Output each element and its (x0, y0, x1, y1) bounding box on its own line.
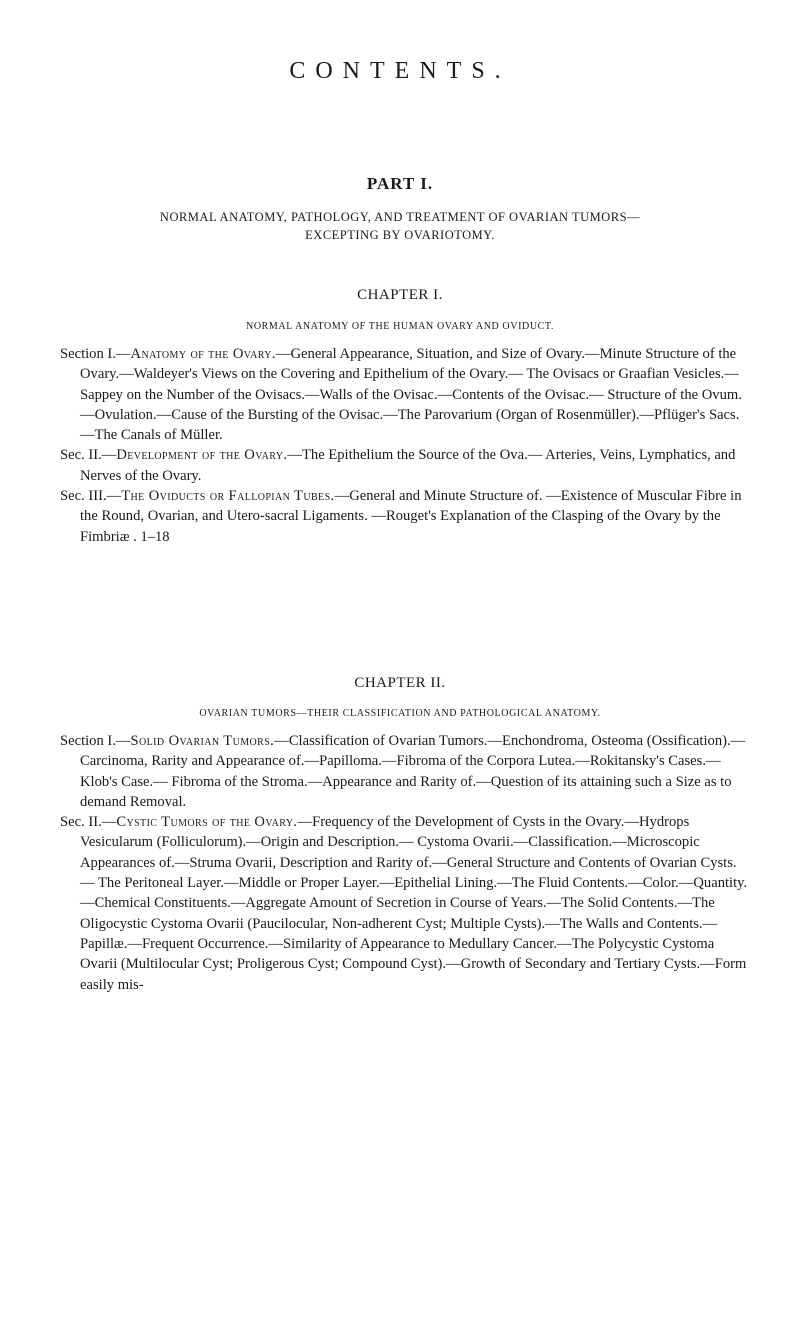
section-heading: The Oviducts or Fallopian Tubes. (121, 488, 335, 505)
section-heading: Cystic Tumors of the Ovary. (116, 814, 298, 831)
chapter-1-sections (60, 344, 750, 547)
section-label: Sec. III.— (60, 488, 122, 505)
contents-entry (60, 812, 750, 995)
contents-entry (60, 486, 750, 547)
chapter-1-subtitle: NORMAL ANATOMY OF THE HUMAN OVARY AND OVIDUCT. (246, 321, 554, 332)
contents-entry (60, 344, 750, 445)
section-text: —The Epithelium the Source of the Ova.— Arteries, Veins, Lymphatics, and Nerves of the Ovary. (80, 447, 736, 484)
section-heading: Anatomy of the Ovary. (130, 346, 276, 362)
section-label: Section I.— (60, 733, 131, 749)
section-heading: Solid Ovarian Tumors. (130, 733, 275, 749)
section-text: —Frequency of the Development of Cysts in the Ovary.—Hydrops Vesicularum (Folliculorum).—Origin and Description.— Cystoma Ovarii.—Classification.—Microscopic Appearances of.—Struma Ovarii, Description and Rarity of.—General Structure and Contents of Ovarian Cysts.— The Peritoneal Layer.—Middle or Proper Layer.—Epithelial Lining.—The Fluid Contents.—Color.—Quantity.—Chemical Constituents.—Aggregate Amount of Secretion in Course of Years.—The Solid Contents.—The Oligocystic Cystoma Ovarii (Paucilocular, Non-adherent Cyst; Multiple Cysts).—The Walls and Contents.—Papillæ.—Frequent Occurrence.—Similarity of Appearance to Medullary Cancer.—The Polycystic Cystoma Ovarii (Multilocular Cyst; Proligerous Cyst; Compound Cyst).—Growth of Secondary and Tertiary Cysts.—Form easily mis- (80, 814, 748, 993)
contents-title: CONTENTS. (289, 58, 511, 84)
chapter-2-title: CHAPTER II. (354, 675, 446, 691)
part-subtitle (60, 208, 740, 244)
section-heading: Development of the Ovary. (116, 447, 288, 464)
section-text: —General and Minute Structure of. —Existence of Muscular Fibre in the Round, Ovarian, and Utero-sacral Ligaments. —Rouget's Explanation of the Clasping of the Ovary by the Fimbriæ (80, 488, 742, 545)
section-label: Sec. II.— (60, 814, 117, 831)
section-label: Section I.— (60, 346, 131, 362)
part-subtitle-line-1: NORMAL ANATOMY, PATHOLOGY, AND TREATMENT OF OVARIAN TUMORS— (159, 210, 641, 224)
chapter-1-title: CHAPTER I. (357, 287, 443, 303)
page-range: . 1–18 (129, 528, 170, 545)
chapter-2-subtitle: OVARIAN TUMORS—THEIR CLASSIFICATION AND PATHOLOGICAL ANATOMY. (199, 708, 601, 719)
part-title: PART I. (366, 174, 434, 193)
section-text: —Classification of Ovarian Tumors.—Enchondroma, Osteoma (Ossification).—Carcinoma, Rarity and Appearance of.—Papilloma.—Fibroma of the Corpora Lutea.—Rokitansky's Cases.—Klob's Case.— Fibroma of the Stroma.—Appearance and Rarity of.—Question of its attaining such a Size as to demand Removal. (80, 733, 746, 810)
contents-entry (60, 731, 750, 812)
contents-entry (60, 445, 750, 486)
part-subtitle-line-2: EXCEPTING BY OVARIOTOMY. (305, 228, 495, 242)
section-label: Sec. II.— (60, 447, 117, 464)
section-text: —General Appearance, Situation, and Size of Ovary.—Minute Structure of the Ovary.—Waldeyer's Views on the Covering and Epithelium of the Ovary.— The Ovisacs or Graafian Vesicles.—Sappey on the Number of the Ovisacs.—Walls of the Ovisac.—Contents of the Ovisac.— Structure of the Ovum.—Ovulation.—Cause of the Bursting of the Ovisac.—The Parovarium (Organ of Rosenmüller).—Pflüger's Sacs.—The Canals of Müller. (80, 346, 742, 444)
chapter-2-sections (60, 731, 750, 995)
